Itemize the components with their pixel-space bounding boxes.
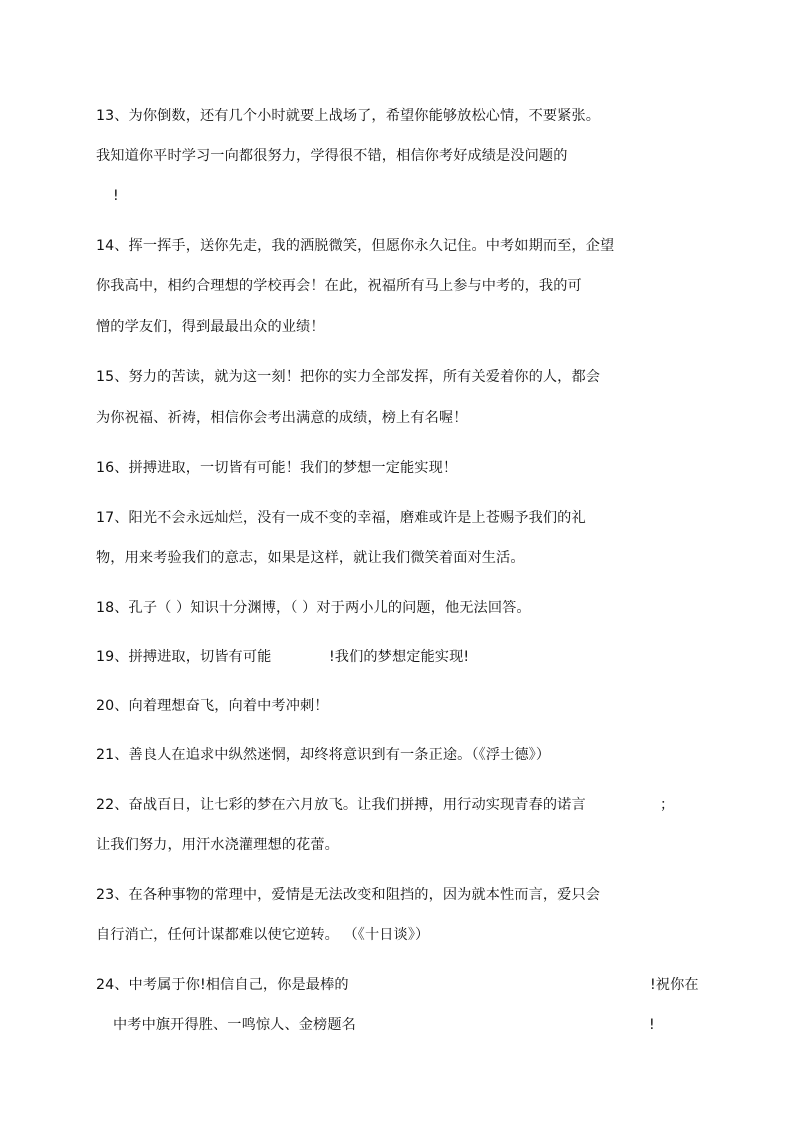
text-line: 17、阳光不会永远灿烂，没有一成不变的幸福，磨难或许是上苍赐予我们的礼: [96, 510, 586, 526]
text-line: 物，用来考验我们的意志，如果是这样，就让我们微笑着面对生活。: [96, 550, 525, 566]
text-line: 憎的学友们，得到最最出众的业绩！: [96, 319, 325, 335]
text-line: 14、挥一挥手，送你先走，我的洒脱微笑，但愿你永久记住。中考如期而至，企望: [96, 238, 615, 254]
text-line: 为你祝福、祈祷，相信你会考出满意的成绩，榜上有名喔！: [96, 410, 468, 426]
text-line: 16、拼搏进取，一切皆有可能！我们的梦想一定能实现！: [96, 460, 458, 476]
text-line: 23、在各种事物的常理中，爱情是无法改变和阻挡的，因为就本性而言，爱只会: [96, 887, 601, 903]
text-line: 中考中旗开得胜、一鸣惊人、金榜题名: [113, 1017, 356, 1033]
text-line: !祝你在: [650, 977, 699, 993]
text-line: 24、中考属于你!相信自己，你是最棒的: [96, 977, 349, 993]
text-line: 21、善良人在追求中纵然迷惘，却终将意识到有一条正途。（《浮士德》）: [96, 747, 551, 763]
text-line: 22、奋战百日，让七彩的梦在六月放飞。让我们拼搏，用行动实现青春的诺言: [96, 797, 586, 813]
text-line: 让我们努力，用汗水浇灌理想的花蕾。: [96, 837, 339, 853]
text-line: 20、向着理想奋飞，向着中考冲刺！: [96, 698, 329, 714]
text-line: 13、为你倒数，还有几个小时就要上战场了，希望你能够放松心情，不要紧张。: [96, 108, 601, 124]
text-line: ；: [660, 797, 675, 813]
text-line: !: [649, 1017, 655, 1033]
text-line: 18、孔子（ ）知识十分渊博，（ ）对于两小儿的问题，他无法回答。: [96, 600, 531, 616]
text-line: 你我高中，相约合理想的学校再会！在此，祝福所有马上参与中考的，我的可: [96, 278, 582, 294]
text-line: 15、努力的苦读，就为这一刻！把你的实力全部发挥，所有关爱着你的人，都会: [96, 369, 601, 385]
text-line: !我们的梦想定能实现!: [329, 649, 470, 665]
text-line: !: [113, 188, 119, 204]
text-line: 自行消亡，任何计谋都难以使它逆转。 （《十日谈》）: [96, 927, 430, 943]
text-line: 我知道你平时学习一向都很努力，学得很不错，相信你考好成绩是没问题的: [96, 148, 568, 164]
text-line: 19、拼搏进取，切皆有可能: [96, 649, 272, 665]
